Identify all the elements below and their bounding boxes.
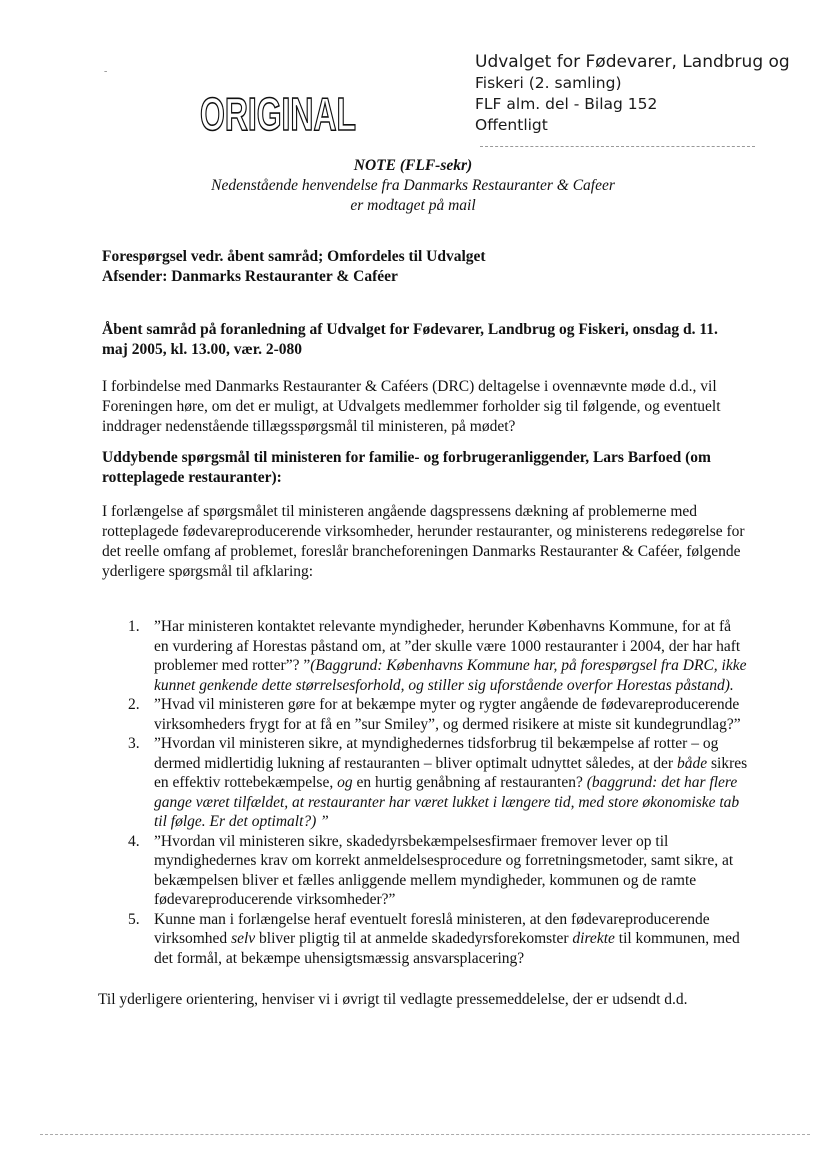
question-text: til kommunen, med det formål, at bekæmpe uhensigtsmæssig ansvarsplacering? bbox=[154, 930, 740, 967]
subject-line: Forespørgsel vedr. åbent samråd; Omfordeles til Udvalget bbox=[102, 248, 486, 265]
question-item-2 bbox=[128, 695, 748, 734]
question-background: (baggrund: det har flere gange været tilfældet, at restauranter har været lukket i længere tid, med store økonomiske tab til følge. Er det optimalt?) ” bbox=[154, 774, 740, 830]
question-number: 4. bbox=[128, 832, 140, 850]
context-paragraph: I forlængelse af spørgsmålet til ministeren angående dagspressens dækning af problemerne med rotteplagede fødevareproducerende virksomheder, herunder restauranter, og ministerens redegørelse for det reelle omfang af problemet, foreslår brancheforeningen Danmarks Restauranter & Caféer, følgende yderligere spørgsmål til afklaring: bbox=[102, 503, 745, 580]
header-line-status: Offentligt bbox=[475, 116, 548, 134]
note-line-2: er modtaget på mail bbox=[350, 197, 476, 214]
question-text: ”Hvordan vil ministeren sikre, skadedyrsbekæmpelsesfirmaer fremover lever op til myndighedernes krav om korrekt anmeldelsesprocedure og forretningsmetoder, samt sikre, at bekæmpelsen bliver et fælles anliggende mellem myndigheder, kommunen og de ramte fødevareproducerende virksomheder?” bbox=[154, 832, 734, 908]
meeting-title: Åbent samråd på foranledning af Udvalget for Fødevarer, Landbrug og Fiskeri, onsdag d. 11. maj 2005, kl. 13.00, vær. 2-080 bbox=[102, 321, 718, 358]
header-line-committee: Udvalget for Fødevarer, Landbrug og bbox=[475, 52, 790, 72]
question-number: 3. bbox=[128, 735, 140, 752]
note-title: NOTE (FLF-sekr) bbox=[353, 157, 473, 174]
question-list bbox=[128, 617, 748, 968]
question-text: en hurtig genåbning af restauranten? bbox=[352, 774, 587, 791]
note-line-1: Nedenstående henvendelse fra Danmarks Restauranter & Cafeer bbox=[211, 177, 615, 194]
question-item-5 bbox=[128, 910, 748, 969]
committee-header bbox=[475, 52, 790, 136]
section-heading: Uddybende spørgsmål til ministeren for familie- og forbrugeranliggender, Lars Barfoed (om rotteplagede restauranter): bbox=[102, 449, 711, 486]
question-text: ”Har ministeren kontaktet relevante myndigheder, herunder Københavns Kommune, for at få en vurdering af Horestas påstand om, at ”der skulle være 1000 restauranter i 2004, der har haft problemer med rotter”? ” bbox=[154, 618, 741, 674]
footer-divider bbox=[40, 1134, 810, 1135]
question-text: ”Hvordan vil ministeren sikre, at myndighedernes tidsforbrug til bekæmpelse af rotter – og dermed midlertidig lukning af restauranten – bliver optimalt udnyttet således, at der bbox=[154, 735, 719, 772]
question-number: 1. bbox=[128, 618, 140, 635]
header-line-reference: FLF alm. del - Bilag 152 bbox=[475, 95, 658, 113]
question-number: 2. bbox=[128, 696, 140, 713]
emphasis-word: både bbox=[676, 754, 708, 772]
question-text: Kunne man i forlængelse heraf eventuelt foreslå ministeren, at den fødevareproducerende virksomhed bbox=[154, 910, 710, 947]
question-background: (Baggrund: Københavns Kommune har, på forespørgsel fra DRC, ikke kunnet genkende dette størrelsesforhold, og stiller sig uforstående overfor Horestas påstand). bbox=[154, 657, 747, 694]
closing-paragraph: Til yderligere orientering, henviser vi i øvrigt til vedlagte pressemeddelelse, der er udsendt d.d. bbox=[98, 991, 688, 1008]
header-line-session: Fiskeri (2. samling) bbox=[475, 74, 622, 92]
question-number: 5. bbox=[128, 910, 140, 928]
stamp-text: ORIGINAL bbox=[200, 88, 356, 140]
question-text: bliver pligtig til at anmelde skadedyrsforekomster bbox=[255, 930, 573, 947]
original-stamp bbox=[198, 88, 358, 140]
question-item-3 bbox=[128, 734, 748, 832]
scan-speck: - bbox=[104, 66, 108, 77]
secretariat-note bbox=[150, 156, 676, 216]
question-item-4 bbox=[128, 832, 748, 910]
emphasis-word: direkte bbox=[572, 930, 615, 947]
header-divider bbox=[480, 146, 755, 147]
sender-line: Afsender: Danmarks Restauranter & Caféer bbox=[102, 268, 398, 285]
question-item-1 bbox=[128, 617, 748, 695]
question-text: sikres en effektiv rottebekæmpelse, bbox=[154, 754, 748, 791]
subject-block bbox=[102, 247, 742, 287]
emphasis-word: selv bbox=[231, 930, 256, 947]
intro-paragraph: I forbindelse med Danmarks Restauranter & Caféers (DRC) deltagelse i ovennævnte møde d.d., vil Foreningen høre, om det er muligt, at Udvalgets medlemmer forholder sig til følgende, og eventuelt inddrager nedenstående tillægsspørgsmål til ministeren, på mødet? bbox=[102, 378, 721, 435]
question-text: ”Hvad vil ministeren gøre for at bekæmpe myter og rygter angående de fødevareproducerende virksomheders frygt for at få en ”sur Smiley”, og dermed risikere at miste sit kundegrundlag?” bbox=[154, 696, 741, 733]
emphasis-word: og bbox=[337, 774, 353, 791]
